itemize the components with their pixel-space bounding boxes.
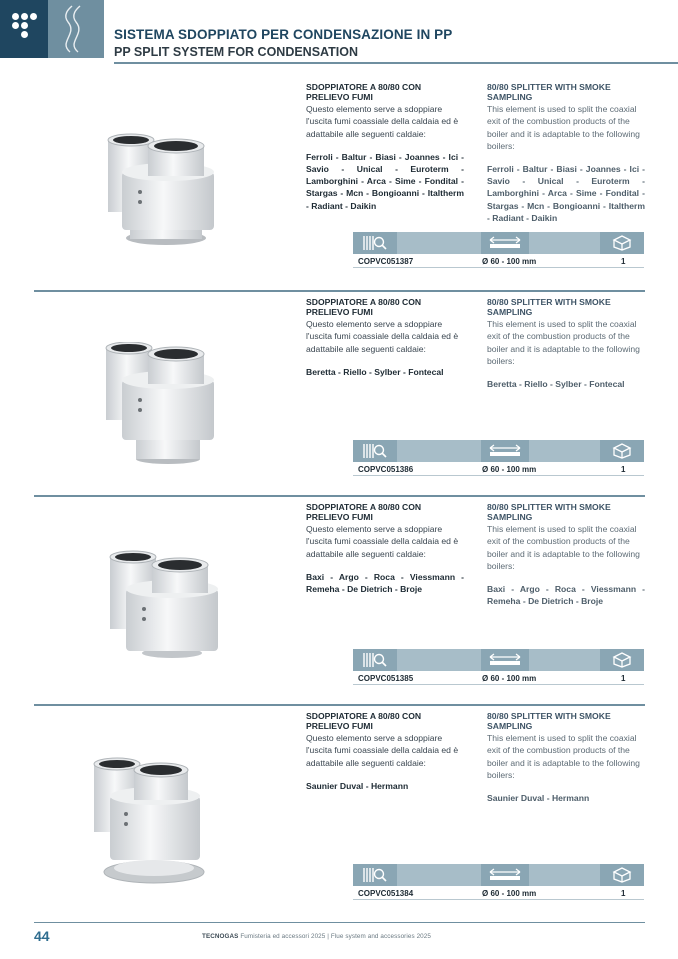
product-image	[88, 756, 212, 893]
product-image	[100, 342, 220, 472]
smoke-icon	[48, 0, 104, 58]
product-image	[104, 547, 224, 672]
description-english	[487, 503, 645, 607]
section-divider	[34, 704, 645, 706]
product-code: COPVC051387	[358, 257, 414, 266]
logo-dot	[21, 31, 28, 38]
code-icon	[353, 232, 397, 254]
product-quantity: 1	[621, 674, 626, 683]
code-icon	[353, 440, 397, 462]
product-description: Questo elemento serve a sdoppiare l'uscita fumi coassiale della caldaia ed è adattabile alle seguenti caldaie:	[306, 104, 459, 139]
compatible-brands: Ferroli - Baltur - Biasi - Joannes - Ici - Savio - Unical - Euroterm - Lamborghini - Arca - Sime - Fondital - Stargas - Mcn - Bongioanni - Italtherm - Radiant - Daikin	[306, 151, 464, 211]
footer-brand: TECNOGAS	[202, 933, 239, 940]
product-description: This element is used to split the coaxial exit of the combustion products of the boiler and it is adaptable to the following boilers:	[487, 319, 640, 366]
product-code: COPVC051386	[358, 465, 414, 474]
page-title: SISTEMA SDOPPIATO PER CONDENSAZIONE IN PP	[114, 27, 453, 42]
description-english	[487, 712, 645, 804]
footer-catalog-text: Fumisteria ed accessori 2025 | Flue system and accessories 2025	[240, 933, 431, 940]
product-code: COPVC051384	[358, 889, 414, 898]
product-description: Questo elemento serve a sdoppiare l'uscita fumi coassiale della caldaia ed è adattabile alle seguenti caldaie:	[306, 733, 459, 768]
dimension-icon	[481, 232, 529, 254]
logo-dot	[30, 13, 37, 20]
product-description: This element is used to split the coaxial exit of the combustion products of the boiler and it is adaptable to the following boilers:	[487, 733, 640, 780]
description-english	[487, 83, 645, 224]
product-dimension: Ø 60 - 100 mm	[482, 889, 537, 898]
page-subtitle: PP SPLIT SYSTEM FOR CONDENSATION	[114, 45, 359, 59]
product-dimension: Ø 60 - 100 mm	[482, 465, 537, 474]
product-code: COPVC051385	[358, 674, 414, 683]
product-title: 80/80 SPLITTER WITH SMOKE SAMPLING	[487, 297, 611, 317]
dimension-icon	[481, 864, 529, 886]
compatible-brands: Baxi - Argo - Roca - Viessmann - Remeha - De Dietrich - Broje	[306, 571, 464, 594]
description-italian	[306, 298, 464, 378]
header-divider	[114, 62, 678, 64]
compatible-brands: Beretta - Riello - Sylber - Fontecal	[487, 379, 625, 389]
product-dimension: Ø 60 - 100 mm	[482, 257, 537, 266]
brand-logo	[0, 0, 48, 58]
product-description: Questo elemento serve a sdoppiare l'uscita fumi coassiale della caldaia ed è adattabile alle seguenti caldaie:	[306, 524, 459, 559]
section-divider	[34, 495, 645, 497]
dimension-icon	[481, 440, 529, 462]
product-title: SDOPPIATORE A 80/80 CON PRELIEVO FUMI	[306, 502, 422, 522]
compatible-brands: Saunier Duval - Hermann	[306, 780, 409, 791]
product-description: This element is used to split the coaxial exit of the combustion products of the boiler and it is adaptable to the following boilers:	[487, 104, 640, 151]
compatible-brands: Ferroli - Baltur - Biasi - Joannes - Ici - Savio - Unical - Euroterm - Lamborghini - Arca - Sime - Fondital - Stargas - Mcn - Bongioanni - Italtherm - Radiant - Daikin	[487, 164, 645, 223]
package-icon	[600, 440, 644, 462]
spec-values	[353, 462, 644, 476]
logo-dot	[12, 22, 19, 29]
compatible-brands: Baxi - Argo - Roca - Viessmann - Remeha - De Dietrich - Broje	[487, 584, 645, 607]
product-quantity: 1	[621, 465, 626, 474]
logo-dot	[21, 13, 28, 20]
package-icon	[600, 232, 644, 254]
product-title: SDOPPIATORE A 80/80 CON PRELIEVO FUMI	[306, 82, 422, 102]
description-italian	[306, 83, 464, 212]
description-italian	[306, 712, 464, 792]
logo-dot	[12, 13, 19, 20]
product-card	[0, 495, 678, 700]
compatible-brands: Beretta - Riello - Sylber - Fontecal	[306, 366, 444, 377]
spec-values	[353, 254, 644, 268]
dimension-icon	[481, 649, 529, 671]
product-card	[0, 80, 678, 285]
description-english	[487, 298, 645, 390]
product-title: SDOPPIATORE A 80/80 CON PRELIEVO FUMI	[306, 297, 422, 317]
product-title: 80/80 SPLITTER WITH SMOKE SAMPLING	[487, 711, 611, 731]
product-quantity: 1	[621, 889, 626, 898]
product-title: 80/80 SPLITTER WITH SMOKE SAMPLING	[487, 502, 611, 522]
footer-caption	[202, 933, 431, 940]
page-number: 44	[34, 928, 50, 944]
product-description: Questo elemento serve a sdoppiare l'uscita fumi coassiale della caldaia ed è adattabile alle seguenti caldaie:	[306, 319, 459, 354]
spec-values	[353, 671, 644, 685]
product-quantity: 1	[621, 257, 626, 266]
product-title: SDOPPIATORE A 80/80 CON PRELIEVO FUMI	[306, 711, 422, 731]
package-icon	[600, 864, 644, 886]
code-icon	[353, 649, 397, 671]
product-dimension: Ø 60 - 100 mm	[482, 674, 537, 683]
package-icon	[600, 649, 644, 671]
footer-divider	[34, 922, 645, 923]
compatible-brands: Saunier Duval - Hermann	[487, 793, 590, 803]
product-image	[100, 132, 220, 262]
spec-values	[353, 886, 644, 900]
code-icon	[353, 864, 397, 886]
product-description: This element is used to split the coaxial exit of the combustion products of the boiler and it is adaptable to the following boilers:	[487, 524, 640, 571]
product-card	[0, 704, 678, 914]
product-title: 80/80 SPLITTER WITH SMOKE SAMPLING	[487, 82, 611, 102]
product-card	[0, 290, 678, 495]
section-divider	[34, 290, 645, 292]
description-italian	[306, 503, 464, 595]
logo-dot	[21, 22, 28, 29]
